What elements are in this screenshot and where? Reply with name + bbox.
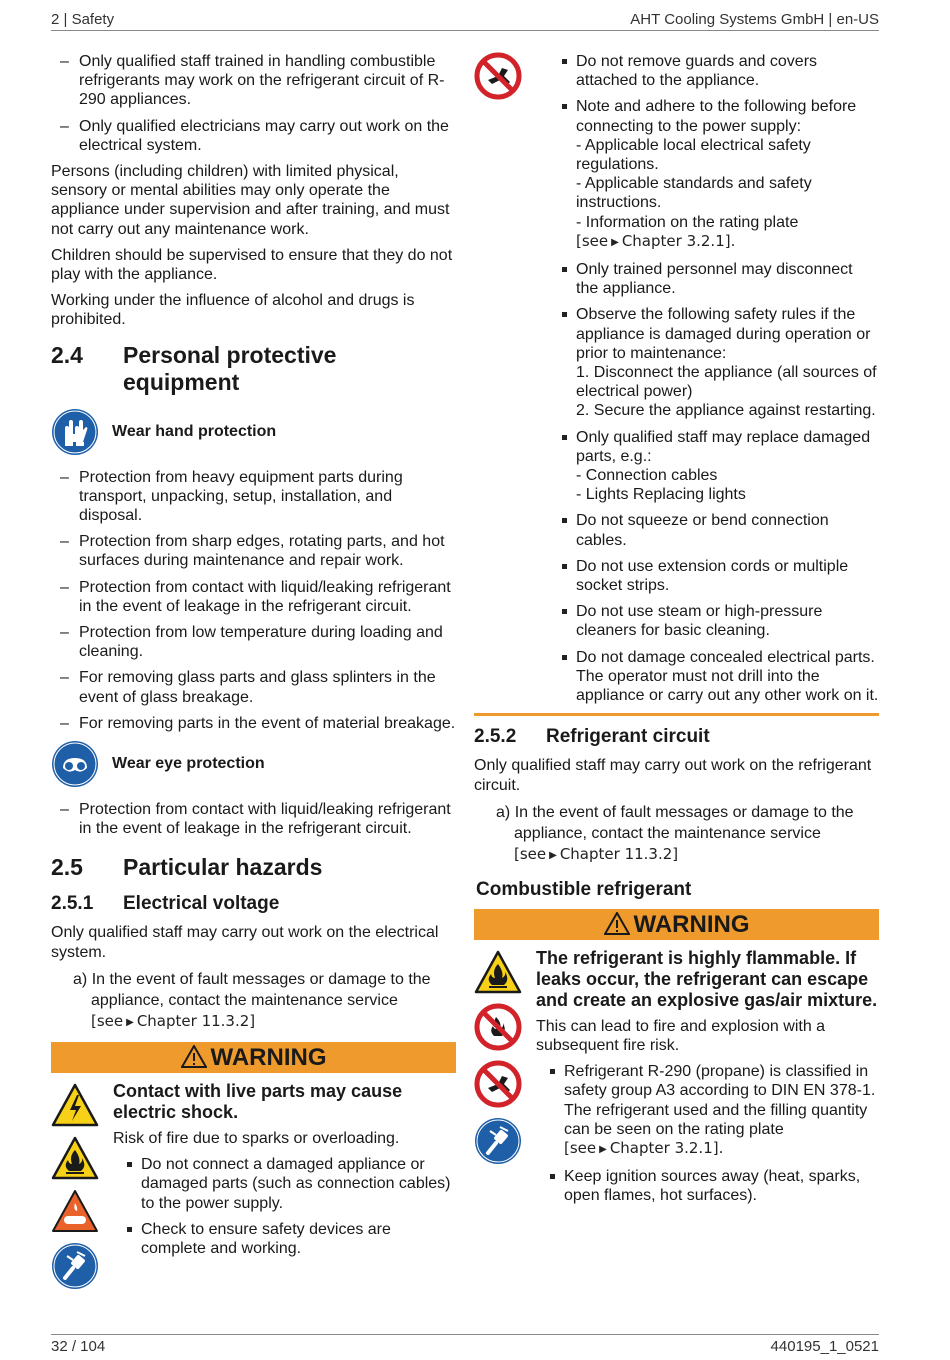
qualification-list — [51, 52, 456, 155]
list-item: Check to ensure safety devices are complete and working. — [113, 1220, 456, 1258]
warning-block — [474, 948, 879, 1206]
list-item: Do not squeeze or bend connection cables. — [548, 511, 879, 549]
list-item: Do not remove guards and covers attached to the appliance. — [548, 52, 879, 90]
page-footer — [51, 1334, 879, 1355]
list-item: Only qualified staff may replace damaged parts, e.g.: - Connection cables - Lights Replacing lights — [548, 428, 879, 505]
disconnect-plug-icon — [51, 1242, 99, 1290]
warning-icons — [51, 1083, 99, 1299]
chapter-link[interactable]: [see ▶ Chapter 11.3.2] — [514, 844, 679, 863]
list-item: – Protection from sharp edges, rotating parts, and hot surfaces during maintenance and repair work. — [51, 532, 456, 570]
warning-triangle-icon — [181, 1045, 207, 1068]
list-item: Refrigerant R-290 (propane) is classified in safety group A3 according to DIN EN 378-1. The refrigerant used and the filling quantity can be seen on the rating plate [see ▶ Chapter 3.2.1]. — [536, 1062, 879, 1160]
section-heading-2-5: 2.5 Particular hazards — [51, 854, 323, 881]
electric-hazard-icon — [51, 1083, 99, 1127]
list-item: – Protection from contact with liquid/leaking refrigerant in the event of leakage in the refrigerant circuit. — [51, 578, 456, 616]
section-divider — [474, 713, 879, 716]
warning-triangle-icon — [604, 912, 630, 935]
header-company: AHT Cooling Systems GmbH | en-US — [630, 11, 879, 28]
list-item: – Only qualified electricians may carry out work on the electrical system. — [51, 117, 456, 155]
prohibition-block — [474, 52, 879, 705]
warning-title: Contact with live parts may cause electric shock. — [113, 1080, 403, 1122]
warning-text: This can lead to fire and explosion with a subsequent fire risk. — [536, 1017, 826, 1054]
right-column — [474, 52, 879, 1213]
document-number: 440195_1_0521 — [770, 1338, 879, 1355]
page-header — [51, 10, 879, 31]
list-item: Do not connect a damaged appliance or damaged parts (such as connection cables) to the power supply. — [113, 1155, 456, 1213]
chapter-link[interactable]: [see ▶ Chapter 3.2.1]. — [576, 231, 736, 250]
action-step: a) In the event of fault messages or damage to the appliance, contact the maintenance service [see ▶ Chapter 11.3.2] — [496, 803, 854, 863]
warning-list — [113, 1155, 456, 1258]
list-item: Keep ignition sources away (heat, sparks, open flames, hot surfaces). — [536, 1167, 879, 1205]
paragraph: Only qualified staff may carry out work on the electrical system. — [51, 924, 439, 961]
warning-banner: WARNING — [51, 1042, 456, 1073]
list-item: Only trained personnel may disconnect the appliance. — [548, 260, 879, 298]
page-number: 32 / 104 — [51, 1338, 106, 1355]
electrical-rules-list — [548, 52, 879, 705]
paragraph: Persons (including children) with limited physical, sensory or mental abilities may only operate the appliance under supervision and after training, and must not carry out any maintenance work. — [51, 163, 450, 238]
paragraph: Working under the influence of alcohol and drugs is prohibited. — [51, 292, 415, 329]
list-item: – Protection from heavy equipment parts during transport, unpacking, setup, installation, and disposal. — [51, 468, 456, 526]
flammable-hazard-icon — [474, 950, 522, 994]
chapter-link[interactable]: [see ▶ Chapter 3.2.1]. — [564, 1138, 724, 1157]
no-tools-prohibition-icon — [474, 1060, 522, 1108]
left-column — [51, 52, 456, 1265]
hand-protection-label: Wear hand protection — [112, 423, 277, 441]
list-item: – For removing parts in the event of material breakage. — [51, 714, 456, 733]
warning-block — [51, 1081, 456, 1258]
arrow-right-icon: ▶ — [126, 1016, 134, 1028]
no-tools-prohibition-icon — [474, 52, 522, 100]
hand-protection-list — [51, 468, 456, 733]
action-step: a) In the event of fault messages or damage to the appliance, contact the maintenance service [see ▶ Chapter 11.3.2] — [73, 970, 431, 1030]
eye-protection-label: Wear eye protection — [112, 755, 265, 773]
flammable-hazard-icon — [51, 1136, 99, 1180]
list-item: – Protection from low temperature during loading and cleaning. — [51, 623, 456, 661]
warning-list — [536, 1062, 879, 1205]
arrow-right-icon: ▶ — [611, 236, 619, 248]
hand-protection-sign — [51, 408, 456, 456]
eye-protection-list — [51, 800, 456, 838]
warning-title: The refrigerant is highly flammable. If leaks occur, the refrigerant can escape and create an explosive gas/air mixture. — [536, 947, 878, 1010]
warning-text: Risk of fire due to sparks or overloading. — [113, 1129, 400, 1147]
section-heading-2-4: 2.4 Personal protective equipment — [51, 341, 337, 395]
list-item: Do not damage concealed electrical parts. The operator must not drill into the appliance or carry out any other work on it. — [548, 648, 879, 706]
warning-banner: WARNING — [474, 909, 879, 940]
chapter-link[interactable]: [see ▶ Chapter 11.3.2] — [91, 1011, 256, 1030]
section-heading-2-5-2: 2.5.2 Refrigerant circuit — [474, 726, 710, 748]
disconnect-plug-icon — [474, 1117, 522, 1165]
gas-cylinder-hazard-icon — [51, 1189, 99, 1233]
eye-protection-sign — [51, 740, 456, 788]
header-section: 2 | Safety — [51, 11, 115, 28]
combustible-refrigerant-heading: Combustible refrigerant — [476, 878, 692, 900]
list-item: Note and adhere to the following before connecting to the power supply: - Applicable local electrical safety regulations. - Applicable standards and safety instructions. - Information on the rating plate [see ▶ Chapter 3.2.1]. — [548, 97, 879, 253]
arrow-right-icon: ▶ — [549, 849, 557, 861]
list-item: – For removing glass parts and glass splinters in the event of glass breakage. — [51, 668, 456, 706]
goggles-icon — [51, 740, 99, 788]
list-item: Do not use steam or high-pressure cleaners for basic cleaning. — [548, 602, 879, 640]
no-open-flame-icon — [474, 1003, 522, 1051]
paragraph: Children should be supervised to ensure that they do not play with the appliance. — [51, 246, 453, 284]
list-item: Do not use extension cords or multiple socket strips. — [548, 557, 879, 595]
list-item: Observe the following safety rules if the appliance is damaged during operation or prior to maintenance: 1. Disconnect the appliance (all sources of electrical power) 2. Secure the appliance against restarting. — [548, 305, 879, 420]
list-item: – Protection from contact with liquid/leaking refrigerant in the event of leakage in the refrigerant circuit. — [51, 800, 456, 838]
gloves-icon — [51, 408, 99, 456]
section-heading-2-5-1: 2.5.1 Electrical voltage — [51, 893, 280, 915]
list-item: – Only qualified staff trained in handling combustible refrigerants may work on the refrigerant circuit of R-290 appliances. — [51, 52, 456, 110]
arrow-right-icon: ▶ — [599, 1143, 607, 1155]
warning-icons — [474, 950, 522, 1174]
paragraph: Only qualified staff may carry out work on the refrigerant circuit. — [474, 757, 872, 794]
